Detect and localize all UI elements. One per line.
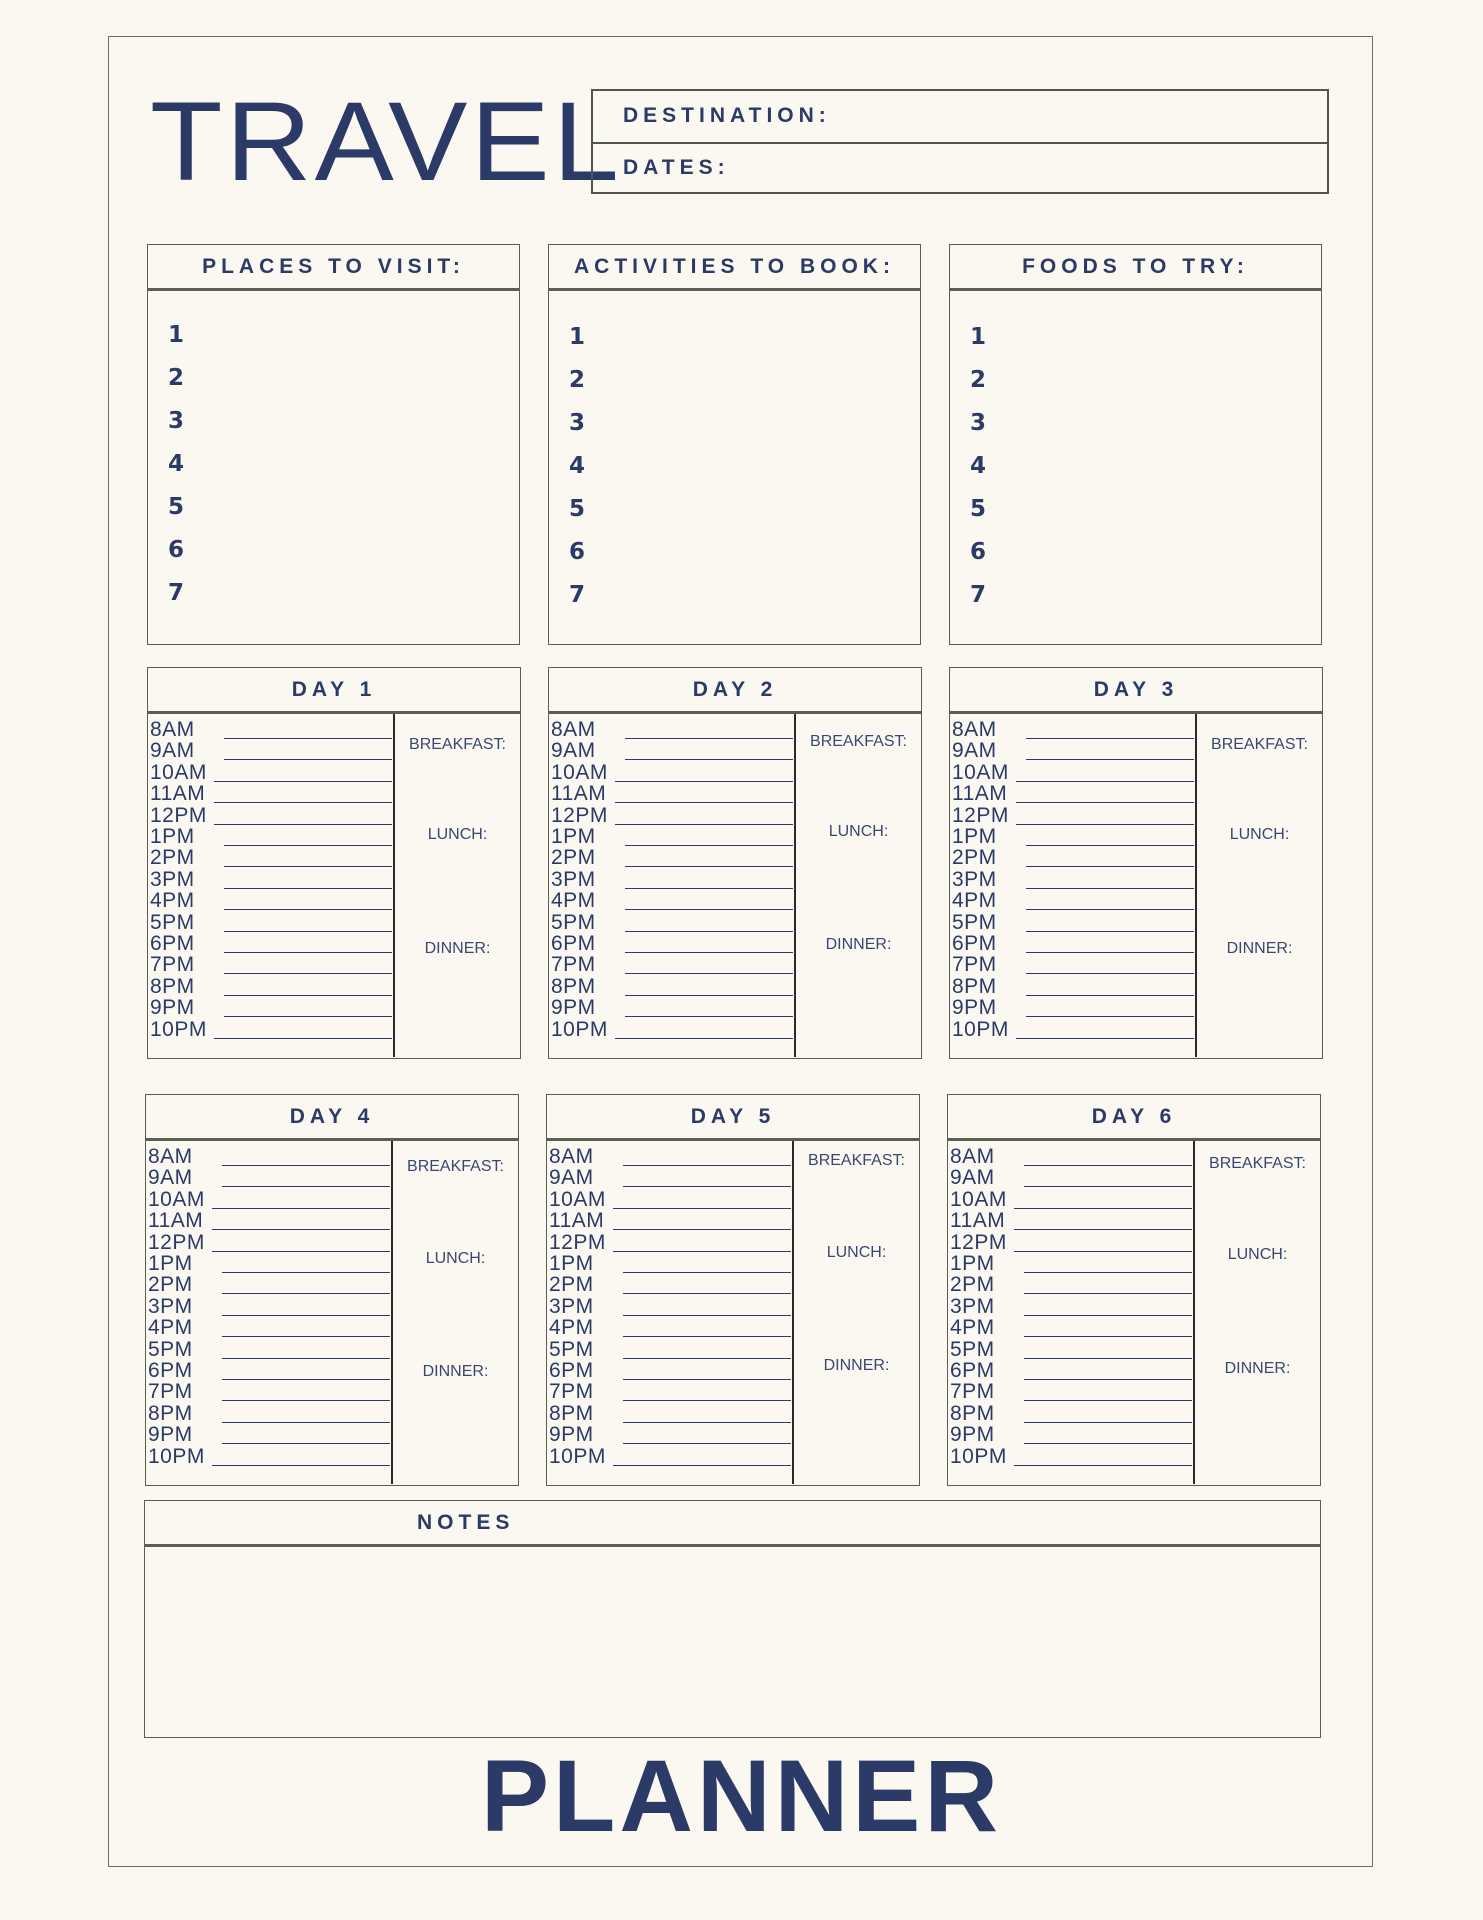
hour-entry-line[interactable]	[1026, 909, 1194, 910]
hour-entry-line[interactable]	[1014, 1465, 1192, 1466]
hour-label: 11AM	[952, 782, 1008, 806]
hour-label: 3PM	[148, 1294, 193, 1318]
hour-entry-line[interactable]	[1024, 1165, 1192, 1166]
hour-entry-line[interactable]	[224, 888, 392, 889]
hour-label: 6PM	[549, 1359, 594, 1382]
hour-entry-line[interactable]	[1024, 1400, 1192, 1401]
dinner-label: DINNER:	[424, 940, 491, 957]
hour-entry-line[interactable]	[222, 1336, 390, 1337]
hour-entry-line[interactable]	[212, 1229, 390, 1230]
hour-label: 5PM	[150, 910, 195, 934]
hour-entry-line[interactable]	[1024, 1379, 1192, 1380]
hour-label: 3PM	[551, 867, 596, 891]
hour-label: 4PM	[551, 889, 596, 913]
hour-entry-line[interactable]	[1026, 738, 1194, 739]
hour-label: 1PM	[549, 1252, 594, 1275]
hour-entry-line[interactable]	[224, 931, 392, 932]
lunch-label: LUNCH:	[1229, 826, 1290, 843]
breakfast-label: BREAKFAST:	[409, 736, 506, 753]
hour-label: 2PM	[150, 846, 195, 870]
hour-entry-line[interactable]	[224, 909, 392, 910]
hour-label: 11AM	[551, 782, 607, 806]
hour-label: 12PM	[551, 803, 608, 827]
hour-entry-line[interactable]	[613, 1251, 791, 1252]
hour-entry-line[interactable]	[623, 1443, 791, 1444]
day-1-box	[147, 667, 521, 1059]
dates-field[interactable]	[593, 142, 1327, 193]
hour-entry-line[interactable]	[623, 1358, 791, 1359]
hour-entry-line[interactable]	[214, 802, 392, 803]
activities-to-book-title: ACTIVITIES TO BOOK:	[549, 245, 920, 291]
hour-label: 1PM	[950, 1252, 995, 1275]
list-number: 1	[168, 322, 185, 348]
hour-label: 6PM	[148, 1359, 193, 1382]
hour-label: 8PM	[549, 1401, 594, 1425]
hour-entry-line[interactable]	[222, 1358, 390, 1359]
day-title: DAY 6	[948, 1095, 1320, 1141]
hour-label: 5PM	[148, 1337, 193, 1361]
hour-label: 9AM	[150, 739, 195, 763]
hour-label: 12PM	[549, 1230, 606, 1254]
hour-entry-line[interactable]	[1024, 1186, 1192, 1187]
notes-area[interactable]	[145, 1547, 1320, 1737]
day-schedule	[948, 1141, 1320, 1484]
hour-entry-line[interactable]	[222, 1443, 390, 1444]
list-number: 2	[970, 367, 987, 393]
hour-label: 7PM	[549, 1380, 594, 1404]
hour-label: 10AM	[150, 760, 207, 784]
dinner-label: DINNER:	[1226, 940, 1293, 957]
hour-entry-line[interactable]	[1024, 1336, 1192, 1337]
hour-entry-line[interactable]	[615, 824, 793, 825]
hour-label: 10AM	[952, 760, 1009, 784]
breakfast-label: BREAKFAST:	[808, 1152, 905, 1169]
hour-label: 9PM	[549, 1423, 594, 1447]
day-title: DAY 1	[148, 668, 520, 714]
hour-entry-line[interactable]	[623, 1272, 791, 1273]
hour-entry-line[interactable]	[224, 1016, 392, 1017]
hour-entry-line[interactable]	[222, 1293, 390, 1294]
hour-entry-line[interactable]	[224, 759, 392, 760]
hour-entry-line[interactable]	[625, 931, 793, 932]
day-title: DAY 4	[146, 1095, 518, 1141]
hour-label: 8AM	[952, 718, 997, 741]
places-to-visit-box	[147, 244, 520, 645]
hour-label: 5PM	[952, 910, 997, 934]
hour-entry-line[interactable]	[623, 1293, 791, 1294]
hour-label: 8PM	[952, 974, 997, 998]
foods-to-try-box	[949, 244, 1322, 645]
hour-label: 1PM	[150, 825, 195, 848]
hour-entry-line[interactable]	[625, 973, 793, 974]
hour-entry-line[interactable]	[623, 1165, 791, 1166]
day-6-box	[947, 1094, 1321, 1486]
hour-entry-line[interactable]	[625, 1016, 793, 1017]
day-schedule	[148, 714, 520, 1057]
hour-entry-line[interactable]	[625, 995, 793, 996]
hour-entry-line[interactable]	[224, 973, 392, 974]
divider	[794, 714, 796, 1057]
day-5-box	[546, 1094, 920, 1486]
destination-dates-box	[591, 89, 1329, 194]
day-schedule	[549, 714, 921, 1057]
list-number: 3	[168, 408, 185, 434]
hour-entry-line[interactable]	[1016, 824, 1194, 825]
day-3-box	[949, 667, 1323, 1059]
hour-entry-line[interactable]	[625, 845, 793, 846]
hour-entry-line[interactable]	[222, 1379, 390, 1380]
list-number: 7	[569, 582, 586, 608]
hour-label: 10AM	[551, 760, 608, 784]
day-2-box	[548, 667, 922, 1059]
hour-entry-line[interactable]	[1024, 1358, 1192, 1359]
hour-label: 10PM	[549, 1444, 606, 1468]
hour-label: 4PM	[148, 1316, 193, 1340]
hour-entry-line[interactable]	[1016, 802, 1194, 803]
list-number: 6	[569, 539, 586, 565]
hour-label: 7PM	[148, 1380, 193, 1404]
hour-label: 11AM	[549, 1209, 605, 1233]
hour-entry-line[interactable]	[1014, 1229, 1192, 1230]
list-number: 3	[569, 410, 586, 436]
hour-label: 8AM	[549, 1145, 594, 1168]
title-travel: TRAVEL	[150, 79, 623, 204]
hour-label: 9PM	[950, 1423, 995, 1447]
hour-entry-line[interactable]	[613, 1208, 791, 1209]
hour-entry-line[interactable]	[623, 1400, 791, 1401]
list-number: 1	[970, 324, 987, 350]
hour-label: 10PM	[551, 1017, 608, 1041]
hour-entry-line[interactable]	[224, 995, 392, 996]
hour-label: 10PM	[150, 1017, 207, 1041]
lunch-label: LUNCH:	[425, 1250, 486, 1267]
hour-label: 1PM	[148, 1252, 193, 1275]
list-number: 5	[168, 494, 185, 520]
hour-label: 5PM	[950, 1337, 995, 1361]
hour-label: 7PM	[950, 1380, 995, 1404]
hour-label: 11AM	[148, 1209, 204, 1233]
hour-entry-line[interactable]	[615, 781, 793, 782]
notes-title: NOTES	[145, 1501, 1320, 1547]
list-number: 5	[970, 496, 987, 522]
hour-entry-line[interactable]	[623, 1336, 791, 1337]
hour-entry-line[interactable]	[613, 1229, 791, 1230]
hour-entry-line[interactable]	[625, 738, 793, 739]
list-number: 2	[569, 367, 586, 393]
hour-label: 3PM	[952, 867, 997, 891]
foods-to-try-title: FOODS TO TRY:	[950, 245, 1321, 291]
hour-entry-line[interactable]	[1026, 866, 1194, 867]
hour-label: 11AM	[950, 1209, 1006, 1233]
hour-label: 2PM	[950, 1273, 995, 1297]
hour-label: 12PM	[950, 1230, 1007, 1254]
hour-label: 9PM	[148, 1423, 193, 1447]
list-number: 4	[569, 453, 586, 479]
destination-field[interactable]	[593, 91, 1327, 142]
hour-label: 9AM	[952, 739, 997, 763]
hour-entry-line[interactable]	[1024, 1272, 1192, 1273]
hour-label: 8PM	[150, 974, 195, 998]
dates-label: DATES:	[623, 155, 730, 179]
hour-label: 3PM	[549, 1294, 594, 1318]
hour-label: 12PM	[150, 803, 207, 827]
hour-entry-line[interactable]	[222, 1400, 390, 1401]
hour-entry-line[interactable]	[214, 781, 392, 782]
hour-label: 7PM	[551, 953, 596, 977]
hour-label: 9AM	[551, 739, 596, 763]
hour-entry-line[interactable]	[1026, 995, 1194, 996]
hour-entry-line[interactable]	[1024, 1422, 1192, 1423]
hour-label: 9AM	[148, 1166, 193, 1190]
hour-label: 2PM	[952, 846, 997, 870]
hour-label: 11AM	[150, 782, 206, 806]
hour-entry-line[interactable]	[623, 1422, 791, 1423]
hour-label: 2PM	[549, 1273, 594, 1297]
hour-entry-line[interactable]	[625, 759, 793, 760]
hour-label: 7PM	[150, 953, 195, 977]
hour-label: 6PM	[952, 932, 997, 955]
divider	[792, 1141, 794, 1484]
day-schedule	[547, 1141, 919, 1484]
hour-entry-line[interactable]	[224, 845, 392, 846]
hour-entry-line[interactable]	[1024, 1443, 1192, 1444]
hour-label: 4PM	[150, 889, 195, 913]
day-title: DAY 5	[547, 1095, 919, 1141]
hour-entry-line[interactable]	[214, 1038, 392, 1039]
hour-entry-line[interactable]	[1026, 888, 1194, 889]
hour-label: 5PM	[551, 910, 596, 934]
hour-label: 10PM	[952, 1017, 1009, 1041]
breakfast-label: BREAKFAST:	[810, 733, 907, 750]
list-number: 2	[168, 365, 185, 391]
hour-label: 4PM	[549, 1316, 594, 1340]
hour-entry-line[interactable]	[625, 888, 793, 889]
hour-entry-line[interactable]	[224, 738, 392, 739]
hour-label: 4PM	[950, 1316, 995, 1340]
hour-label: 2PM	[148, 1273, 193, 1297]
hour-entry-line[interactable]	[623, 1186, 791, 1187]
hour-entry-line[interactable]	[214, 824, 392, 825]
list-number: 1	[569, 324, 586, 350]
hour-label: 9AM	[950, 1166, 995, 1190]
hour-entry-line[interactable]	[1024, 1293, 1192, 1294]
hour-label: 6PM	[150, 932, 195, 955]
breakfast-label: BREAKFAST:	[1209, 1155, 1306, 1172]
hour-label: 6PM	[950, 1359, 995, 1382]
dinner-label: DINNER:	[422, 1363, 489, 1380]
hour-entry-line[interactable]	[1014, 1251, 1192, 1252]
hour-label: 9PM	[551, 996, 596, 1020]
hour-entry-line[interactable]	[1026, 1016, 1194, 1017]
lunch-label: LUNCH:	[826, 1244, 887, 1261]
hour-label: 3PM	[950, 1294, 995, 1318]
hour-entry-line[interactable]	[1024, 1315, 1192, 1316]
hour-label: 1PM	[551, 825, 596, 848]
lunch-label: LUNCH:	[427, 826, 488, 843]
hour-entry-line[interactable]	[222, 1272, 390, 1273]
hour-label: 8AM	[551, 718, 596, 741]
hour-label: 10PM	[950, 1444, 1007, 1468]
divider	[1195, 714, 1197, 1057]
hour-entry-line[interactable]	[1026, 931, 1194, 932]
hour-entry-line[interactable]	[623, 1379, 791, 1380]
dinner-label: DINNER:	[825, 936, 892, 953]
hour-label: 9AM	[549, 1166, 594, 1190]
list-number: 5	[569, 496, 586, 522]
hour-entry-line[interactable]	[222, 1315, 390, 1316]
list-number: 3	[970, 410, 987, 436]
divider	[393, 714, 395, 1057]
hour-entry-line[interactable]	[1026, 845, 1194, 846]
hour-entry-line[interactable]	[1014, 1208, 1192, 1209]
breakfast-label: BREAKFAST:	[1211, 736, 1308, 753]
hour-label: 7PM	[952, 953, 997, 977]
day-schedule	[950, 714, 1322, 1057]
hour-label: 6PM	[551, 932, 596, 955]
destination-label: DESTINATION:	[623, 104, 831, 128]
hour-entry-line[interactable]	[212, 1251, 390, 1252]
places-to-visit-title: PLACES TO VISIT:	[148, 245, 519, 291]
hour-label: 10PM	[148, 1444, 205, 1468]
list-number: 6	[168, 537, 185, 563]
notes-box	[144, 1500, 1321, 1738]
hour-label: 1PM	[952, 825, 997, 848]
day-title: DAY 2	[549, 668, 921, 714]
hour-label: 3PM	[150, 867, 195, 891]
dinner-label: DINNER:	[1224, 1360, 1291, 1377]
hour-entry-line[interactable]	[615, 802, 793, 803]
list-number: 4	[168, 451, 185, 477]
hour-label: 12PM	[952, 803, 1009, 827]
hour-entry-line[interactable]	[222, 1186, 390, 1187]
hour-label: 8PM	[551, 974, 596, 998]
hour-entry-line[interactable]	[1016, 781, 1194, 782]
hour-entry-line[interactable]	[224, 866, 392, 867]
hour-entry-line[interactable]	[222, 1165, 390, 1166]
hour-label: 8PM	[950, 1401, 995, 1425]
day-title: DAY 3	[950, 668, 1322, 714]
hour-entry-line[interactable]	[212, 1465, 390, 1466]
hour-label: 8AM	[150, 718, 195, 741]
hour-label: 10AM	[549, 1187, 606, 1211]
hour-label: 5PM	[549, 1337, 594, 1361]
hour-entry-line[interactable]	[1016, 1038, 1194, 1039]
hour-entry-line[interactable]	[1026, 973, 1194, 974]
lunch-label: LUNCH:	[1227, 1246, 1288, 1263]
hour-entry-line[interactable]	[615, 1038, 793, 1039]
lunch-label: LUNCH:	[828, 823, 889, 840]
list-number: 6	[970, 539, 987, 565]
hour-label: 8AM	[950, 1145, 995, 1168]
list-number: 7	[970, 582, 987, 608]
breakfast-label: BREAKFAST:	[407, 1158, 504, 1175]
hour-label: 9PM	[150, 996, 195, 1020]
hour-entry-line[interactable]	[625, 952, 793, 953]
hour-entry-line[interactable]	[212, 1208, 390, 1209]
list-number: 7	[168, 580, 185, 606]
day-schedule	[146, 1141, 518, 1484]
activities-to-book-box	[548, 244, 921, 645]
hour-entry-line[interactable]	[1026, 759, 1194, 760]
hour-label: 9PM	[952, 996, 997, 1020]
hour-entry-line[interactable]	[623, 1315, 791, 1316]
hour-label: 4PM	[952, 889, 997, 913]
hour-entry-line[interactable]	[613, 1465, 791, 1466]
hour-entry-line[interactable]	[625, 866, 793, 867]
title-planner: PLANNER	[480, 1739, 1003, 1853]
hour-entry-line[interactable]	[1026, 952, 1194, 953]
hour-label: 8AM	[148, 1145, 193, 1168]
hour-label: 10AM	[950, 1187, 1007, 1211]
hour-label: 2PM	[551, 846, 596, 870]
divider	[391, 1141, 393, 1484]
hour-entry-line[interactable]	[224, 952, 392, 953]
day-4-box	[145, 1094, 519, 1486]
hour-entry-line[interactable]	[625, 909, 793, 910]
divider	[1193, 1141, 1195, 1484]
list-number: 4	[970, 453, 987, 479]
hour-label: 12PM	[148, 1230, 205, 1254]
hour-entry-line[interactable]	[222, 1422, 390, 1423]
hour-label: 10AM	[148, 1187, 205, 1211]
hour-label: 8PM	[148, 1401, 193, 1425]
dinner-label: DINNER:	[823, 1357, 890, 1374]
